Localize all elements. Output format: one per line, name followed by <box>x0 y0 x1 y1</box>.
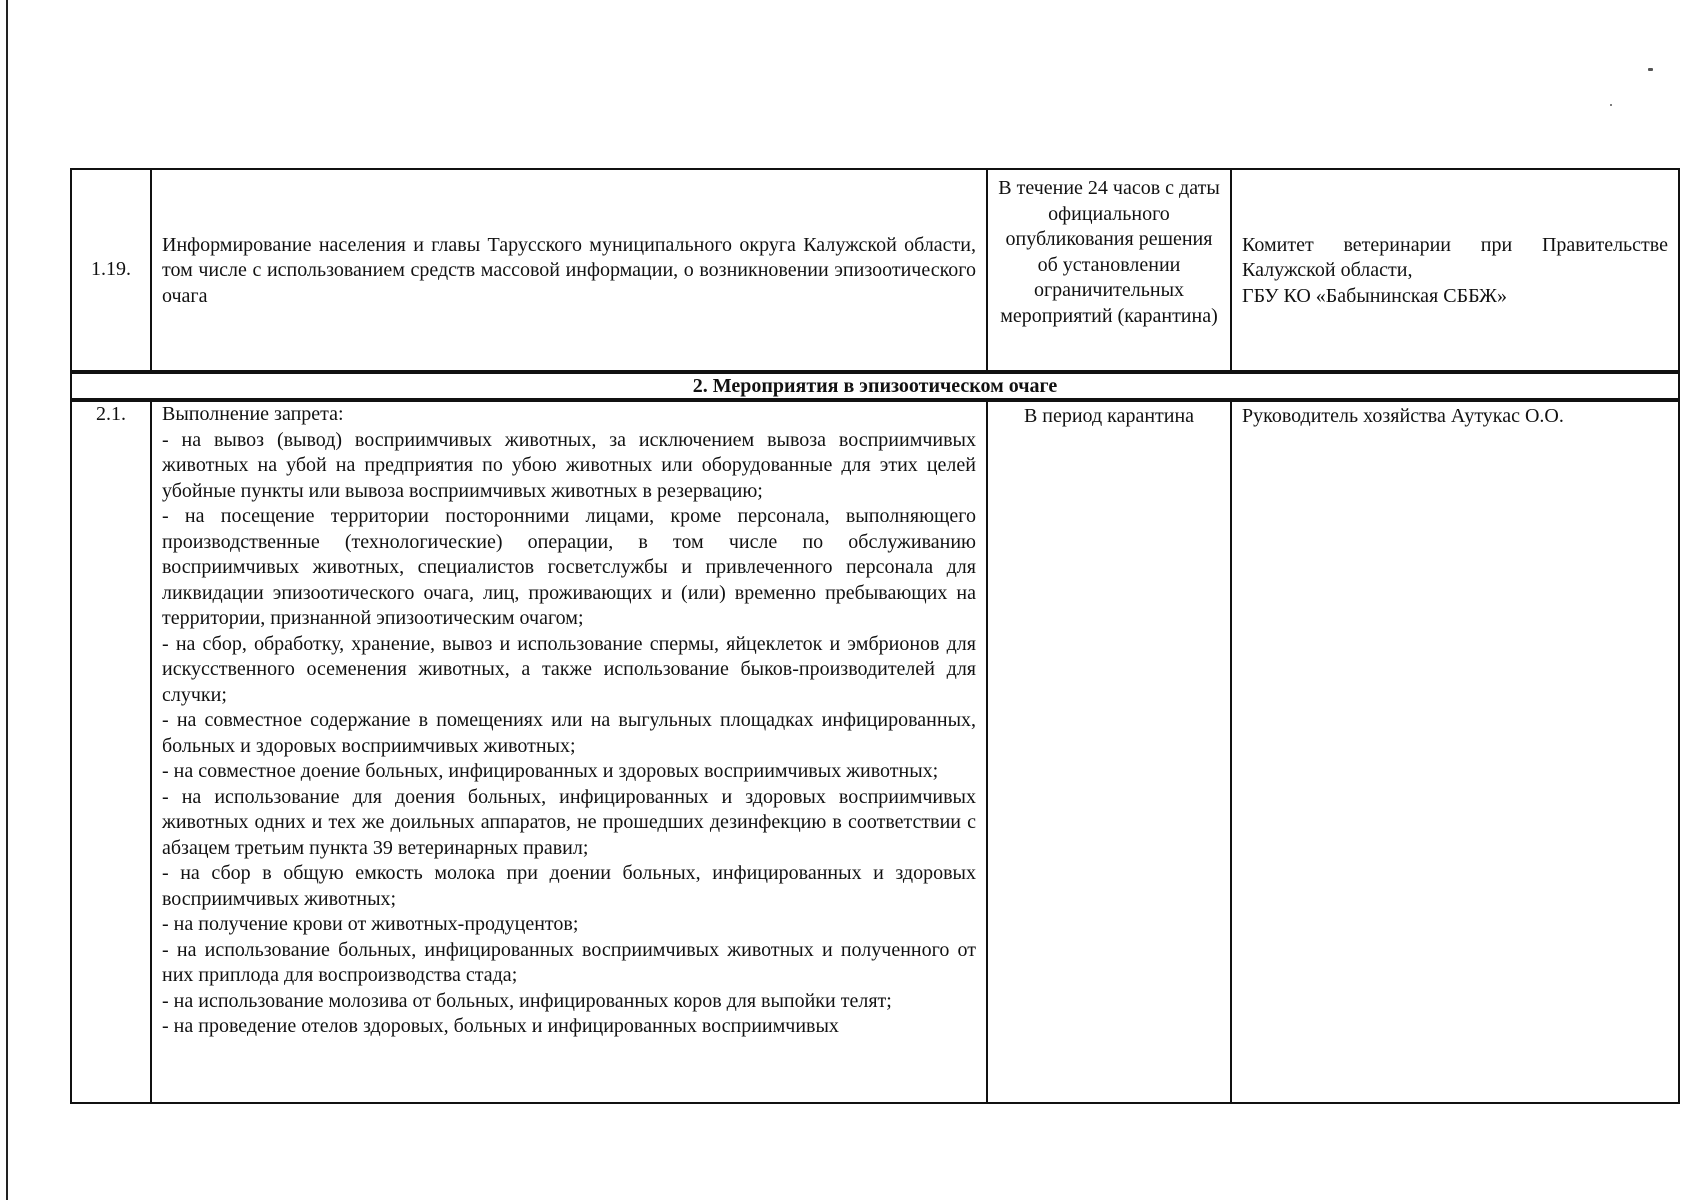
list-item: - на вывоз (вывод) восприимчивых животных, за исключением вывоза восприимчивых животных на убой на предприятия по убою животных или оборудованные для этих целей убойные пункты или вывоза восприимчивых животных в резервацию; <box>162 428 976 502</box>
measures-table <box>70 168 1680 1104</box>
row-number-cell <box>71 400 151 1103</box>
row-number-cell <box>71 169 151 372</box>
responsible-line: Комитет ветеринарии при Правительстве Калужской области, <box>1242 233 1668 282</box>
list-item: Выполнение запрета: <box>162 403 344 425</box>
action-cell <box>151 400 987 1103</box>
responsible-text: Руководитель хозяйства Аутукас О.О. <box>1242 405 1564 427</box>
deadline-cell <box>987 400 1231 1103</box>
action-list <box>152 402 986 1042</box>
deadline-cell <box>987 169 1231 372</box>
table-row <box>71 169 1679 372</box>
responsible-cell <box>1231 169 1679 372</box>
responsible-text <box>1232 229 1678 312</box>
list-item: - на использование молозива от больных, инфицированных коров для выпойки телят; <box>162 989 892 1012</box>
responsible-cell <box>1231 400 1679 1103</box>
deadline-text: В течение 24 часов с даты официального опубликования решения об установлении ограничительных мероприятий (карантина) <box>998 177 1220 327</box>
action-cell <box>151 169 987 372</box>
section-title: 2. Мероприятия в эпизоотическом очаге <box>71 372 1679 400</box>
scan-speck <box>1648 68 1653 71</box>
list-item: - на использование для доения больных, инфицированных и здоровых восприимчивых животных одних и тех же доильных аппаратов, не прошедших дезинфекцию в соответствии с абзацем третьим пункта 39 ветеринарных правил; <box>162 785 976 859</box>
scan-speck <box>1610 104 1612 106</box>
row-number: 1.19. <box>91 258 131 281</box>
scan-edge-line <box>6 0 8 1200</box>
list-item: - на использование больных, инфицированных восприимчивых животных и полученного от них приплода для воспроизводства стада; <box>162 938 976 986</box>
responsible-line: ГБУ КО «Бабынинская СББЖ» <box>1242 284 1507 307</box>
list-item: - на посещение территории посторонними лицами, кроме персонала, выполняющего производственные (технологические) операции, в том числе по обслуживанию восприимчивых животных, специалистов госветслужбы и привлеченного персонала для ликвидации эпизоотического очага, лиц, проживающих и (или) временно пребывающих на территории, признанной эпизоотическим очагом; <box>162 505 976 629</box>
action-text: Информирование населения и главы Тарусского муниципального округа Калужской области, том числе с использованием средств массовой информации, о возникновении эпизоотического очага <box>162 233 976 307</box>
list-item: - на совместное доение больных, инфицированных и здоровых восприимчивых животных; <box>162 760 939 782</box>
table-row <box>71 400 1679 1103</box>
list-item: - на сбор в общую емкость молока при доении больных, инфицированных и здоровых восприимчивых животных; <box>162 862 976 910</box>
row-number: 2.1. <box>96 403 126 425</box>
list-item: - на получение крови от животных-продуцентов; <box>162 913 579 935</box>
list-item: - на проведение отелов здоровых, больных и инфицированных восприимчивых <box>162 1015 839 1037</box>
section-header-row <box>71 372 1679 400</box>
list-item: - на совместное содержание в помещениях или на выгульных площадках инфицированных, больных и здоровых восприимчивых животных; <box>162 709 976 757</box>
list-item: - на сбор, обработку, хранение, вывоз и использование спермы, яйцеклеток и эмбрионов для искусственного осеменения животных, а также использование быков-производителей для случки; <box>162 632 976 706</box>
deadline-text: В период карантина <box>1023 405 1195 427</box>
